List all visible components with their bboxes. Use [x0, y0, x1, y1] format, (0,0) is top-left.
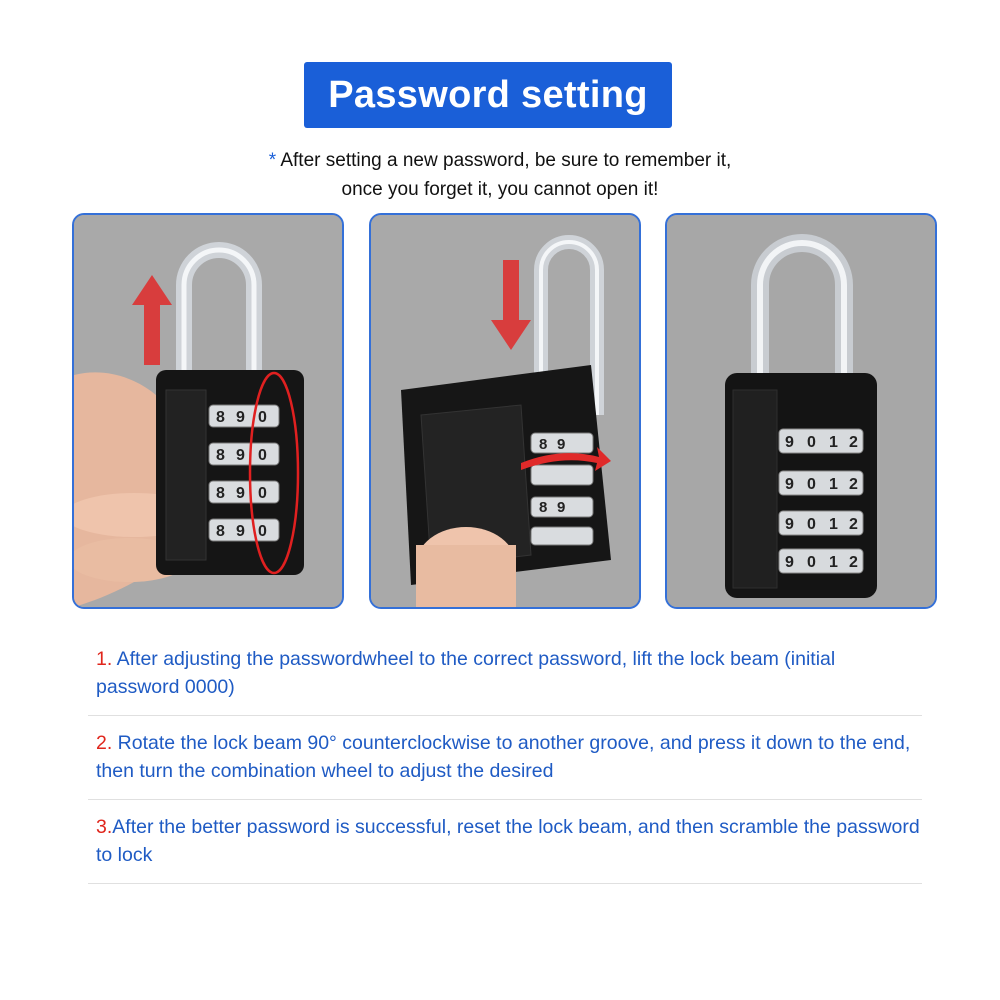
- dial-digit: 9: [785, 434, 794, 451]
- dial-digit: 1: [829, 434, 838, 451]
- title-banner: [304, 62, 672, 128]
- dial-digit: 9: [236, 409, 245, 426]
- note-asterisk: *: [268, 150, 277, 171]
- note-line-2: once you forget it, you cannot open it!: [341, 179, 659, 200]
- step-number: 2.: [96, 732, 113, 754]
- dial-digit: 9: [236, 523, 245, 540]
- dial-digit: 0: [258, 523, 267, 540]
- step-number: 3.: [96, 816, 113, 838]
- step-3-image: [665, 213, 937, 609]
- step-2-image: [369, 213, 641, 609]
- dial-digit: 8: [539, 436, 548, 453]
- dial-digit: 8: [216, 447, 225, 464]
- dial-digit: 8: [216, 485, 225, 502]
- dial-digit: 1: [829, 554, 838, 571]
- dial-digit: 0: [807, 554, 816, 571]
- lock-closed-illustration: [667, 215, 935, 607]
- warning-note: [0, 146, 1000, 204]
- dial-digit: 9: [785, 516, 794, 533]
- dial-digit: 0: [807, 476, 816, 493]
- instruction-step-2: [88, 716, 922, 800]
- step-1-image: [72, 213, 344, 609]
- lock-lift-illustration: [74, 215, 342, 607]
- note-line-1: After setting a new password, be sure to remember it,: [276, 150, 732, 171]
- dial-digit: 0: [807, 516, 816, 533]
- instruction-list: [88, 632, 922, 884]
- step-number: 1.: [96, 648, 113, 670]
- dial-digit: 9: [557, 499, 566, 516]
- dial-digit: 9: [785, 554, 794, 571]
- dial-digit: 0: [258, 485, 267, 502]
- dial-digit: 1: [829, 516, 838, 533]
- step-text: After the better password is successful, reset the lock beam, and then scramble the password to lock: [96, 816, 920, 866]
- dial-digit: 2: [849, 554, 858, 571]
- dial-digit: 0: [258, 409, 267, 426]
- instruction-step-1: [88, 632, 922, 716]
- instruction-step-3: [88, 800, 922, 884]
- dial-digit: 2: [849, 476, 858, 493]
- dial-digit: 9: [236, 485, 245, 502]
- dial-digit: 9: [557, 436, 566, 453]
- dial-digit: 8: [216, 523, 225, 540]
- dial-digit: 9: [785, 476, 794, 493]
- dial-digit: 8: [539, 499, 548, 516]
- lock-rotate-illustration: [371, 215, 639, 607]
- dial-digit: 0: [807, 434, 816, 451]
- dial-digit: 9: [236, 447, 245, 464]
- dial-digit: 2: [849, 434, 858, 451]
- step-text: After adjusting the passwordwheel to the correct password, lift the lock beam (initial password 0000): [96, 648, 836, 698]
- dial-digit: 8: [216, 409, 225, 426]
- page-title: Password setting: [328, 73, 648, 116]
- dial-digit: 0: [258, 447, 267, 464]
- dial-digit: 2: [849, 516, 858, 533]
- step-text: Rotate the lock beam 90° counterclockwise to another groove, and press it down to the end, then turn the combination wheel to adjust the desired: [96, 732, 911, 782]
- dial-digit: 1: [829, 476, 838, 493]
